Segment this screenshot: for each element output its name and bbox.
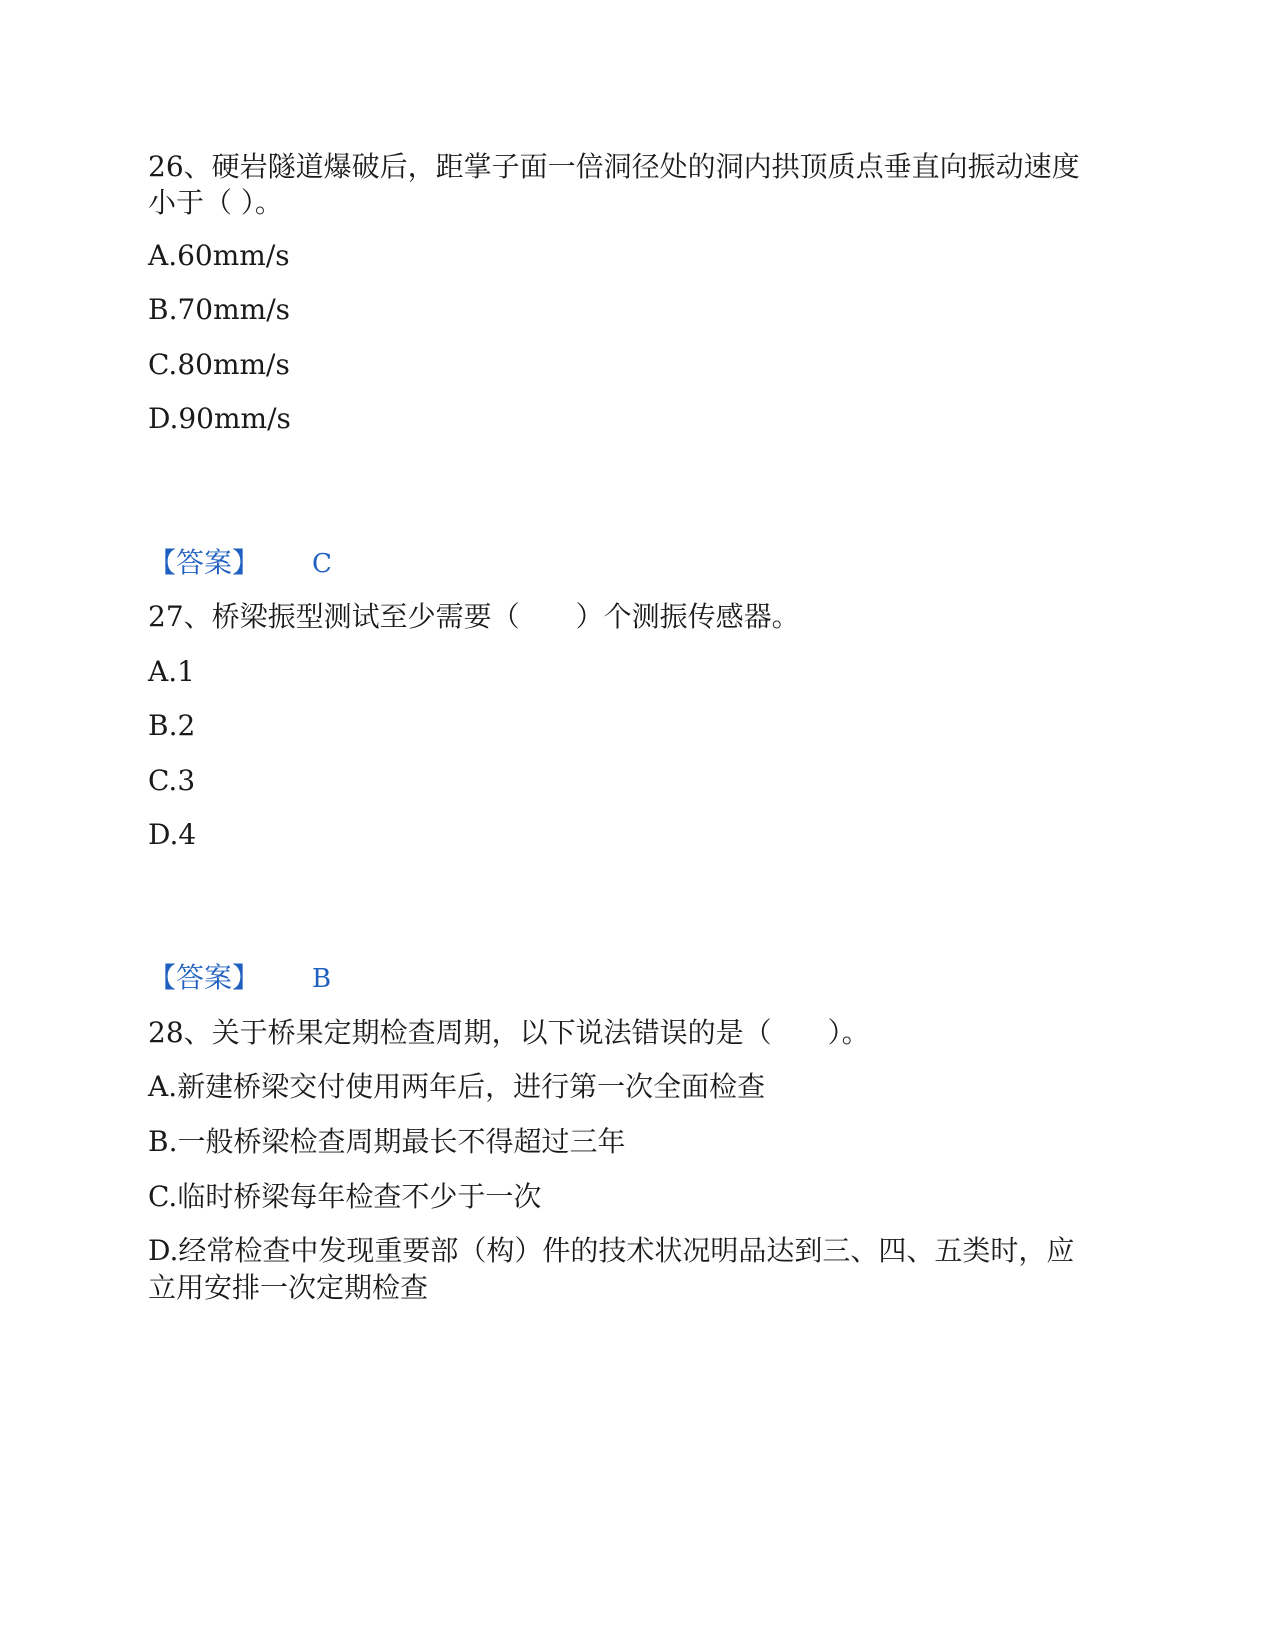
question-26-option-a: A.60mm/s (148, 239, 290, 272)
answer-label: 【答案】 (148, 961, 261, 994)
question-27-text-line-1: 27、桥梁振型测试至少需要（ ）个测振传感器。 (148, 600, 800, 633)
question-28-text-line-1: 28、关于桥果定期检查周期，以下说法错误的是（ ）。 (148, 1016, 870, 1049)
question-26-answer (148, 543, 332, 584)
question-26-text-line-2: 小于（ ）。 (148, 186, 283, 219)
question-26-text-line-1: 26、硬岩隧道爆破后，距掌子面一倍洞径处的洞内拱顶质点垂直向振动速度 (148, 150, 1080, 183)
question-27-option-b: B.2 (148, 709, 196, 742)
question-27-answer (148, 958, 331, 999)
answer-value: B (312, 964, 332, 994)
question-27-option-a: A.1 (148, 655, 195, 688)
answer-value: C (312, 549, 332, 579)
question-28-option-c: C.临时桥梁每年检查不少于一次 (148, 1180, 542, 1213)
question-28-option-b: B.一般桥梁检查周期最长不得超过三年 (148, 1125, 626, 1158)
question-28-option-a: A.新建桥梁交付使用两年后，进行第一次全面检查 (148, 1070, 766, 1103)
question-28-option-d-line-2: 立用安排一次定期检查 (148, 1271, 429, 1304)
question-26-option-b: B.70mm/s (148, 293, 291, 326)
answer-label: 【答案】 (148, 546, 261, 579)
question-27-option-c: C.3 (148, 764, 196, 797)
question-28-option-d-line-1: D.经常检查中发现重要部（构）件的技术状况明品达到三、四、五类时，应 (148, 1234, 1075, 1267)
question-26-option-d: D.90mm/s (148, 402, 291, 435)
question-26-option-c: C.80mm/s (148, 348, 290, 381)
question-27-option-d: D.4 (148, 818, 197, 851)
